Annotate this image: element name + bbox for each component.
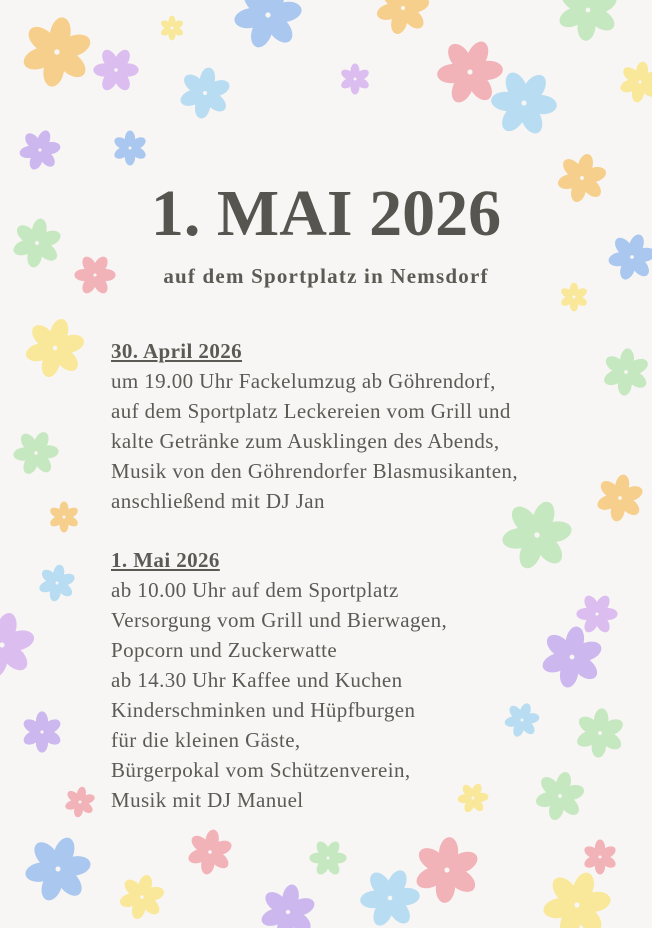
flower-icon — [554, 0, 622, 44]
flower-icon — [48, 502, 79, 533]
flower-icon — [85, 39, 147, 101]
text-line: Bürgerpokal vom Schützenverein, — [111, 758, 411, 782]
text-line: für die kleinen Gäste, — [111, 728, 301, 752]
flower-icon — [21, 711, 63, 752]
flower-icon — [0, 605, 43, 686]
flower-icon — [339, 64, 370, 95]
flower-icon — [15, 827, 100, 912]
flower-icon — [529, 766, 590, 827]
flower-icon — [573, 706, 627, 760]
flower-icon — [224, 0, 312, 59]
flower-icon — [112, 130, 147, 165]
subtitle: auf dem Sportplatz in Nemsdorf — [163, 264, 489, 288]
flower-icon — [499, 697, 544, 742]
section-heading: 30. April 2026 — [111, 339, 243, 363]
flower-icon — [62, 784, 98, 820]
flower-icon — [159, 16, 184, 41]
text-line: ab 14.30 Uhr Kaffee und Kuchen — [111, 668, 403, 692]
text-line: kalte Getränke zum Ausklingen des Abends, — [111, 429, 500, 453]
flower-icon — [582, 839, 617, 874]
section-april — [111, 336, 518, 516]
flower-icon — [114, 869, 170, 925]
text-line: um 19.00 Uhr Fackelumzug ab Göhrendorf, — [111, 369, 496, 393]
flower-icon — [302, 833, 353, 884]
text-line: auf dem Sportplatz Leckereien vom Grill und — [111, 399, 511, 423]
flower-icon — [533, 861, 621, 928]
text-line: anschließend mit DJ Jan — [111, 489, 325, 513]
flower-icon — [255, 880, 320, 928]
flower-icon — [13, 124, 66, 177]
text-line: ab 10.00 Uhr auf dem Sportplatz — [111, 578, 399, 602]
flower-icon — [411, 834, 483, 905]
flower-icon — [592, 471, 647, 526]
section-mai — [111, 545, 447, 815]
page-title: 1. MAI 2026 — [150, 177, 502, 250]
text-line: Musik von den Göhrendorfer Blasmusikanten, — [111, 459, 518, 483]
flower-icon — [600, 346, 652, 397]
flower-icon — [6, 423, 67, 483]
flower-icon — [350, 858, 430, 928]
flower-icon — [452, 777, 493, 818]
text-line: Versorgung vom Grill und Bierwagen, — [111, 608, 448, 632]
flower-icon — [35, 561, 78, 604]
flower-icon — [16, 11, 98, 92]
text-line: Musik mit DJ Manuel — [111, 788, 304, 812]
flower-icon — [18, 311, 92, 384]
flower-icon — [183, 826, 236, 879]
flower-icon — [175, 63, 235, 123]
flower-icon — [616, 58, 652, 106]
flower-icon — [370, 0, 436, 41]
text-line: Popcorn und Zuckerwatte — [111, 638, 338, 662]
text-line: Kinderschminken und Hüpfburgen — [111, 698, 416, 722]
flower-icon — [536, 621, 608, 693]
section-heading: 1. Mai 2026 — [111, 548, 220, 572]
